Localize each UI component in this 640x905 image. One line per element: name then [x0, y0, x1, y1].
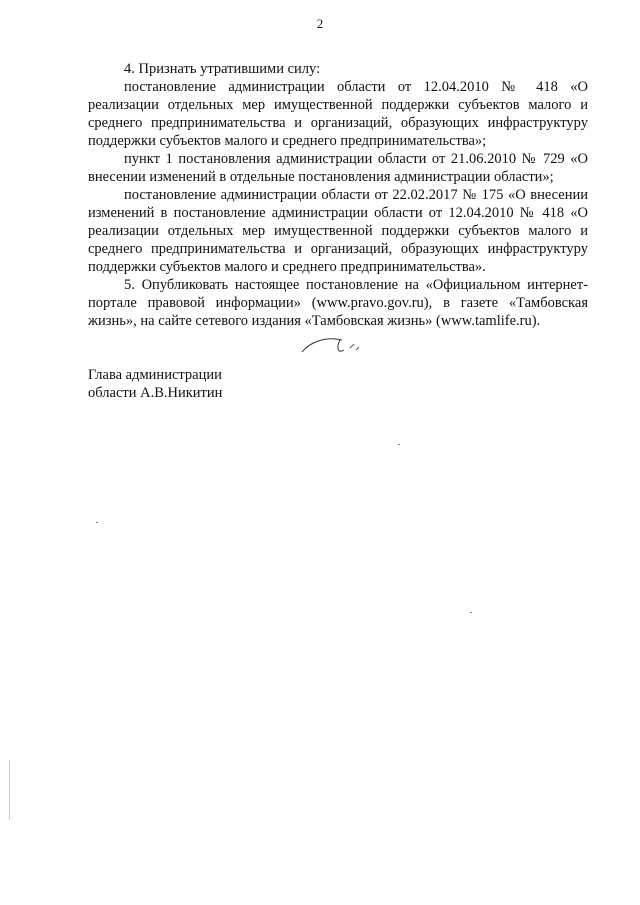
page-number: 2 [316, 16, 324, 31]
handwritten-signature [296, 330, 376, 366]
scan-speck [398, 444, 400, 445]
paragraph-resolution-729: пункт 1 постановления администрации области от 21.06.2010 № 729 «О внесении изменений в отдельные постановления администрации области»; [88, 151, 588, 185]
paragraph-resolution-175: постановление администрации области от 22.02.2017 № 175 «О внесении изменений в постановление администрации области от 12.04.2010 № 418 «О реализации отдельных мер имущественной поддержки субъектов малого и среднего предпринимательства и организаций, образующих инфраструктуру поддержки субъектов малого и среднего предпринимательства». [88, 187, 588, 275]
scan-edge-mark [9, 760, 10, 820]
paragraph-item-4: 4. Признать утратившими силу: [124, 61, 321, 77]
scan-speck [470, 612, 472, 613]
signature-block [88, 366, 222, 402]
document-body [88, 60, 588, 330]
signatory-name: области А.В.Никитин [88, 385, 223, 401]
paragraph-resolution-418: постановление администрации области от 12.04.2010 № 418 «О реализации отдельных мер имущественной поддержки субъектов малого и среднего предпринимательства и организаций, образующих инфраструктуру поддержки субъектов малого и среднего предпринимательства»; [88, 79, 588, 149]
signatory-title: Глава администрации [88, 367, 222, 383]
scan-speck [96, 522, 98, 523]
paragraph-item-5: 5. Опубликовать настоящее постановление на «Официальном интернет-портале правовой информации» (www.pravo.gov.ru), в газете «Тамбовская жизнь», на сайте сетевого издания «Тамбовская жизнь» (www.tamlife.ru). [88, 277, 588, 329]
